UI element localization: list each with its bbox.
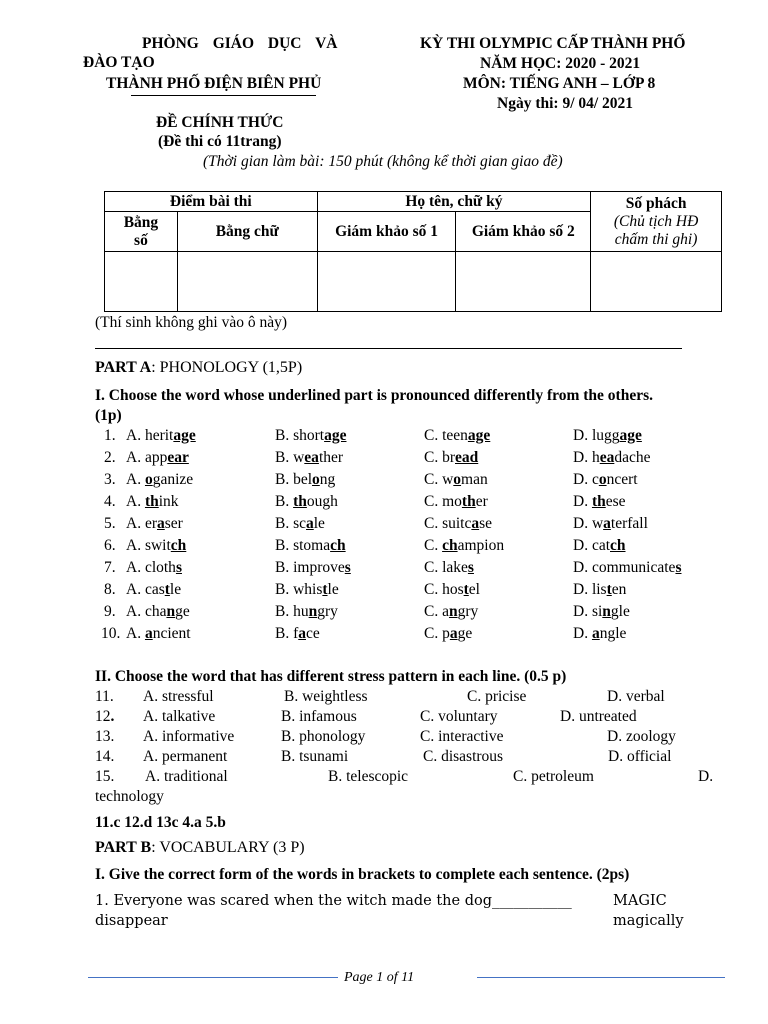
underlined-part: o xyxy=(453,471,462,488)
underlined-part: a xyxy=(298,625,306,642)
score-words-cell xyxy=(177,252,317,312)
question-row xyxy=(0,581,768,603)
underlined-part: a xyxy=(471,515,480,532)
question-number-text: 14. xyxy=(95,748,115,765)
question-number-text: 11. xyxy=(95,688,114,705)
option-text: D. xyxy=(573,625,592,642)
option-text: le xyxy=(327,581,339,598)
question-number: 8. xyxy=(104,581,116,598)
option-text: ngle xyxy=(599,625,627,642)
page-number: Page 1 of 11 xyxy=(344,970,415,985)
divider-line xyxy=(95,348,682,349)
part-a-title-label: PART A xyxy=(95,359,152,376)
underlined-part: n xyxy=(166,603,176,620)
option-text: B. f xyxy=(275,625,299,642)
option-text: B. stoma xyxy=(275,537,331,554)
option-text: A. cas xyxy=(126,581,165,598)
code-header-note1: (Chủ tịch HĐ xyxy=(613,212,699,230)
option-c[interactable] xyxy=(424,537,504,555)
part-a-title xyxy=(95,359,302,377)
score-in-words-header: Bằng chữ xyxy=(177,212,317,252)
option-d[interactable] xyxy=(573,625,626,643)
question-1-text: 1. Everyone was scared when the witch made the dog xyxy=(95,893,492,909)
option-text: ough xyxy=(306,493,338,510)
question-number: 3. xyxy=(104,471,116,488)
answer-note: 11.c 12.d 13c 4.a 5.b xyxy=(95,814,226,831)
option-text: ink xyxy=(158,493,179,510)
option-text: A. xyxy=(126,625,145,642)
underlined-part: ea xyxy=(599,449,615,466)
exam-title: KỲ THI OLYMPIC CẤP THÀNH PHỐ xyxy=(420,35,686,52)
option-text: B. improve xyxy=(275,559,345,576)
option-a[interactable] xyxy=(126,603,190,621)
option-text: A. xyxy=(126,493,145,510)
option-b[interactable] xyxy=(275,537,346,555)
header-department-line1: PHÒNG GIÁO DỤC VÀ xyxy=(142,35,338,52)
option-a[interactable] xyxy=(126,537,186,555)
option-d-continuation: technology xyxy=(95,788,164,805)
option-c[interactable] xyxy=(424,493,488,511)
underlined-part: n xyxy=(602,603,611,620)
option-a[interactable] xyxy=(126,427,196,445)
question-number-text: 13. xyxy=(95,728,115,745)
option-d[interactable]: D. official xyxy=(608,748,672,765)
time-note: (Thời gian làm bài: 150 phút (không kể thời gian giao đề) xyxy=(203,153,563,170)
question-number xyxy=(95,708,114,726)
underlined-part: s xyxy=(467,559,474,576)
question-number xyxy=(95,768,114,786)
option-text: terfall xyxy=(610,515,648,532)
option-d[interactable] xyxy=(573,581,626,599)
score-in-numbers-header xyxy=(105,212,178,252)
part-b-title-rest: : VOCABULARY (3 P) xyxy=(151,839,305,856)
underlined-part: a xyxy=(306,515,314,532)
question-number xyxy=(95,748,114,766)
stress-row xyxy=(0,768,768,790)
option-text: D. communicate xyxy=(573,559,676,576)
option-d[interactable]: D. untreated xyxy=(560,708,637,725)
option-text: C. xyxy=(424,537,443,554)
option-text: D. lugg xyxy=(573,427,620,444)
score-table xyxy=(104,191,722,312)
option-c[interactable] xyxy=(424,581,480,599)
option-b[interactable]: B. tsunami xyxy=(281,748,349,765)
question-number: 9. xyxy=(104,603,116,620)
underlined-part: th xyxy=(461,493,476,510)
underlined-part: o xyxy=(312,471,320,488)
question-number: 10. xyxy=(101,625,121,642)
underlined-part: a xyxy=(603,515,611,532)
option-d[interactable]: D. zoology xyxy=(607,728,676,745)
option-text: B. bel xyxy=(275,471,313,488)
option-text: B. sc xyxy=(275,515,306,532)
option-d[interactable] xyxy=(573,449,650,467)
question-row xyxy=(0,493,768,515)
option-c[interactable]: C. petroleum xyxy=(513,768,594,785)
header-city: THÀNH PHỐ ĐIỆN BIÊN PHỦ xyxy=(106,75,322,92)
underlined-part: t xyxy=(463,581,469,598)
underlined-part: a xyxy=(157,515,165,532)
section-1-instruction: I. Choose the word whose underlined part is pronounced differently from the others. xyxy=(95,387,654,404)
question-number: 4. xyxy=(104,493,116,510)
option-text: B. w xyxy=(275,449,305,466)
option-text: man xyxy=(461,471,488,488)
option-text: D. xyxy=(573,493,592,510)
option-text: le xyxy=(313,515,325,532)
option-text: A. app xyxy=(126,449,168,466)
option-d[interactable] xyxy=(573,515,648,533)
option-a[interactable]: A. permanent xyxy=(143,748,228,765)
underlined-part: ch xyxy=(330,537,346,554)
option-text: D. h xyxy=(573,449,600,466)
score-in-numbers-line1: Bằng xyxy=(123,213,159,231)
stress-row xyxy=(0,748,768,770)
question-number: 2. xyxy=(104,449,116,466)
option-a[interactable] xyxy=(126,515,183,533)
option-text: B. short xyxy=(275,427,325,444)
question-row xyxy=(0,427,768,449)
option-b[interactable] xyxy=(275,449,343,467)
option-text: C. hos xyxy=(424,581,464,598)
question-row xyxy=(0,471,768,493)
underlined-part: s xyxy=(175,559,182,576)
section-1-points: (1p) xyxy=(95,407,122,424)
option-text: A. cha xyxy=(126,603,167,620)
option-text: ge xyxy=(457,625,473,642)
option-text: ng xyxy=(319,471,336,488)
option-d[interactable] xyxy=(573,427,642,445)
option-text: er xyxy=(475,493,488,510)
header-department-line2: ĐÀO TẠO xyxy=(83,54,155,71)
option-text: D. cat xyxy=(573,537,611,554)
question-number-dot: . xyxy=(110,708,115,725)
question-number: 1. xyxy=(104,427,116,444)
option-b[interactable] xyxy=(275,515,325,533)
option-d[interactable] xyxy=(573,603,630,621)
option-c[interactable]: C. voluntary xyxy=(420,708,498,725)
underlined-part: t xyxy=(606,581,612,598)
option-b[interactable]: B. telescopic xyxy=(328,768,409,785)
option-text: en xyxy=(611,581,627,598)
underlined-part: n xyxy=(308,603,318,620)
option-text: ganize xyxy=(152,471,194,488)
score-header: Điểm bài thi xyxy=(105,192,318,212)
option-b[interactable] xyxy=(275,559,351,577)
underlined-part: s xyxy=(344,559,351,576)
underlined-part: t xyxy=(322,581,328,598)
underlined-part: n xyxy=(448,603,458,620)
option-d[interactable] xyxy=(573,537,626,555)
option-c[interactable] xyxy=(424,427,490,445)
footer-line-left xyxy=(88,977,338,978)
option-text: ncient xyxy=(152,625,191,642)
question-number: 6. xyxy=(104,537,116,554)
underlined-part: ch xyxy=(170,537,187,554)
underlined-part: ead xyxy=(455,449,479,466)
exam-date: Ngày thi: 9/ 04/ 2021 xyxy=(497,95,634,112)
option-d[interactable] xyxy=(573,493,626,511)
code-header xyxy=(591,192,722,252)
examiner-1-cell xyxy=(317,252,456,312)
table-note: (Thí sinh không ghi vào ô này) xyxy=(95,314,288,331)
option-text: ce xyxy=(306,625,320,642)
option-text: A. cloth xyxy=(126,559,176,576)
underlined-part: ea xyxy=(304,449,319,466)
option-text: D. w xyxy=(573,515,604,532)
option-c[interactable] xyxy=(424,603,478,621)
option-text: B. xyxy=(275,493,294,510)
option-text: gry xyxy=(317,603,338,620)
option-text: dache xyxy=(614,449,651,466)
option-text: gry xyxy=(457,603,479,620)
code-header-note2: chấm thi ghi) xyxy=(614,230,698,248)
pages-note: (Đề thi có 11trang) xyxy=(158,133,282,150)
question-row xyxy=(0,559,768,581)
underlined-part: o xyxy=(598,471,607,488)
underlined-part: th xyxy=(144,493,159,510)
underlined-part: th xyxy=(293,493,307,510)
question-1-answer: magically xyxy=(613,913,684,929)
underlined-part: age xyxy=(173,427,196,444)
part-b-section-1-instruction: I. Give the correct form of the words in brackets to complete each sentence. (2ps) xyxy=(95,866,630,883)
option-c[interactable] xyxy=(424,559,474,577)
option-text: C. a xyxy=(424,603,449,620)
question-row xyxy=(0,515,768,537)
option-text: A. swit xyxy=(126,537,171,554)
underlined-part: ch xyxy=(610,537,626,554)
stress-row xyxy=(0,688,768,710)
option-text: se xyxy=(479,515,493,532)
option-text: C. br xyxy=(424,449,455,466)
stress-row xyxy=(0,708,768,730)
question-1-line1 xyxy=(95,893,572,909)
option-d[interactable]: D. xyxy=(698,768,714,785)
question-number xyxy=(95,728,114,746)
option-text: ser xyxy=(164,515,183,532)
option-text: ese xyxy=(605,493,626,510)
option-text: C. teen xyxy=(424,427,468,444)
option-text: D. lis xyxy=(573,581,607,598)
underlined-part: age xyxy=(619,427,642,444)
option-c[interactable]: C. pricise xyxy=(467,688,527,705)
question-row xyxy=(0,449,768,471)
question-1-blank[interactable]: ___________ xyxy=(492,893,572,909)
option-b[interactable] xyxy=(275,427,346,445)
option-d[interactable] xyxy=(573,471,638,489)
option-b[interactable]: B. weightless xyxy=(284,688,368,705)
option-text: A. herit xyxy=(126,427,174,444)
question-number xyxy=(95,688,114,706)
part-a-title-rest: : PHONOLOGY (1,5P) xyxy=(151,359,303,376)
option-b[interactable] xyxy=(275,493,338,511)
option-a[interactable] xyxy=(126,493,179,511)
option-text: A. er xyxy=(126,515,157,532)
option-c[interactable] xyxy=(424,471,488,489)
section-2-instruction: II. Choose the word that has different stress pattern in each line. (0.5 p) xyxy=(95,668,567,685)
score-number-cell xyxy=(105,252,178,312)
option-a[interactable] xyxy=(126,625,191,643)
option-text: C. suitc xyxy=(424,515,472,532)
option-c[interactable] xyxy=(424,449,478,467)
underlined-part: t xyxy=(164,581,170,598)
question-row xyxy=(0,625,768,647)
option-c[interactable]: C. interactive xyxy=(420,728,504,745)
part-b-title xyxy=(95,839,305,857)
underlined-part: ear xyxy=(167,449,189,466)
option-text: C. lake xyxy=(424,559,468,576)
underlined-part: age xyxy=(324,427,347,444)
underlined-part: a xyxy=(144,625,153,642)
header-city-underline xyxy=(131,95,316,96)
option-text: D. c xyxy=(573,471,599,488)
examiner-2-header: Giám khảo số 2 xyxy=(456,212,591,252)
name-signature-header: Họ tên, chữ ký xyxy=(317,192,591,212)
underlined-part: a xyxy=(449,625,458,642)
option-b[interactable] xyxy=(275,581,339,599)
footer-line-right xyxy=(477,977,725,978)
option-text: gle xyxy=(610,603,630,620)
option-text: C. w xyxy=(424,471,454,488)
question-1-line2: disappear xyxy=(95,913,168,929)
option-b[interactable] xyxy=(275,471,335,489)
score-in-numbers-line2: số xyxy=(134,231,148,249)
underlined-part: ch xyxy=(442,537,458,554)
stress-row xyxy=(0,728,768,750)
part-b-title-label: PART B xyxy=(95,839,152,856)
option-c[interactable]: C. disastrous xyxy=(423,748,504,765)
option-text: le xyxy=(169,581,182,598)
school-year: NĂM HỌC: 2020 - 2021 xyxy=(480,55,641,72)
examiner-1-header: Giám khảo số 1 xyxy=(317,212,456,252)
official-label: ĐỀ CHÍNH THỨC xyxy=(156,114,284,131)
option-a[interactable]: A. traditional xyxy=(145,768,228,785)
option-a[interactable]: A. talkative xyxy=(143,708,216,725)
option-a[interactable]: A. stressful xyxy=(143,688,214,705)
option-text: D. si xyxy=(573,603,603,620)
option-text: A. xyxy=(126,471,145,488)
option-text: C. mo xyxy=(424,493,462,510)
option-b[interactable]: B. infamous xyxy=(281,708,357,725)
option-a[interactable]: A. informative xyxy=(143,728,235,745)
option-text: ther xyxy=(318,449,344,466)
option-text: ampion xyxy=(457,537,505,554)
option-a[interactable] xyxy=(126,581,181,599)
question-number-text: 15. xyxy=(95,768,115,785)
question-number-text: 12 xyxy=(95,708,111,725)
option-a[interactable] xyxy=(126,471,193,489)
option-c[interactable] xyxy=(424,625,472,643)
underlined-part: s xyxy=(675,559,682,576)
option-text: ncert xyxy=(606,471,638,488)
option-text: el xyxy=(468,581,480,598)
option-a[interactable] xyxy=(126,559,182,577)
code-cell xyxy=(591,252,722,312)
option-b[interactable]: B. phonology xyxy=(281,728,366,745)
option-d[interactable] xyxy=(573,559,682,577)
question-number: 7. xyxy=(104,559,116,576)
underlined-part: th xyxy=(591,493,606,510)
question-1-root-word: MAGIC xyxy=(613,893,667,909)
option-c[interactable] xyxy=(424,515,492,533)
option-b[interactable] xyxy=(275,603,338,621)
code-header-title: Số phách xyxy=(625,194,687,212)
option-a[interactable] xyxy=(126,449,189,467)
option-text: ge xyxy=(175,603,190,620)
question-row xyxy=(0,537,768,559)
underlined-part: o xyxy=(144,471,153,488)
examiner-2-cell xyxy=(456,252,591,312)
option-b[interactable] xyxy=(275,625,320,643)
option-text: B. whis xyxy=(275,581,323,598)
question-number: 5. xyxy=(104,515,116,532)
option-text: C. p xyxy=(424,625,450,642)
option-d[interactable]: D. verbal xyxy=(607,688,665,705)
option-text: B. hu xyxy=(275,603,309,620)
underlined-part: a xyxy=(591,625,600,642)
underlined-part: age xyxy=(467,427,491,444)
subject-grade: MÔN: TIẾNG ANH – LỚP 8 xyxy=(463,75,656,92)
question-row xyxy=(0,603,768,625)
